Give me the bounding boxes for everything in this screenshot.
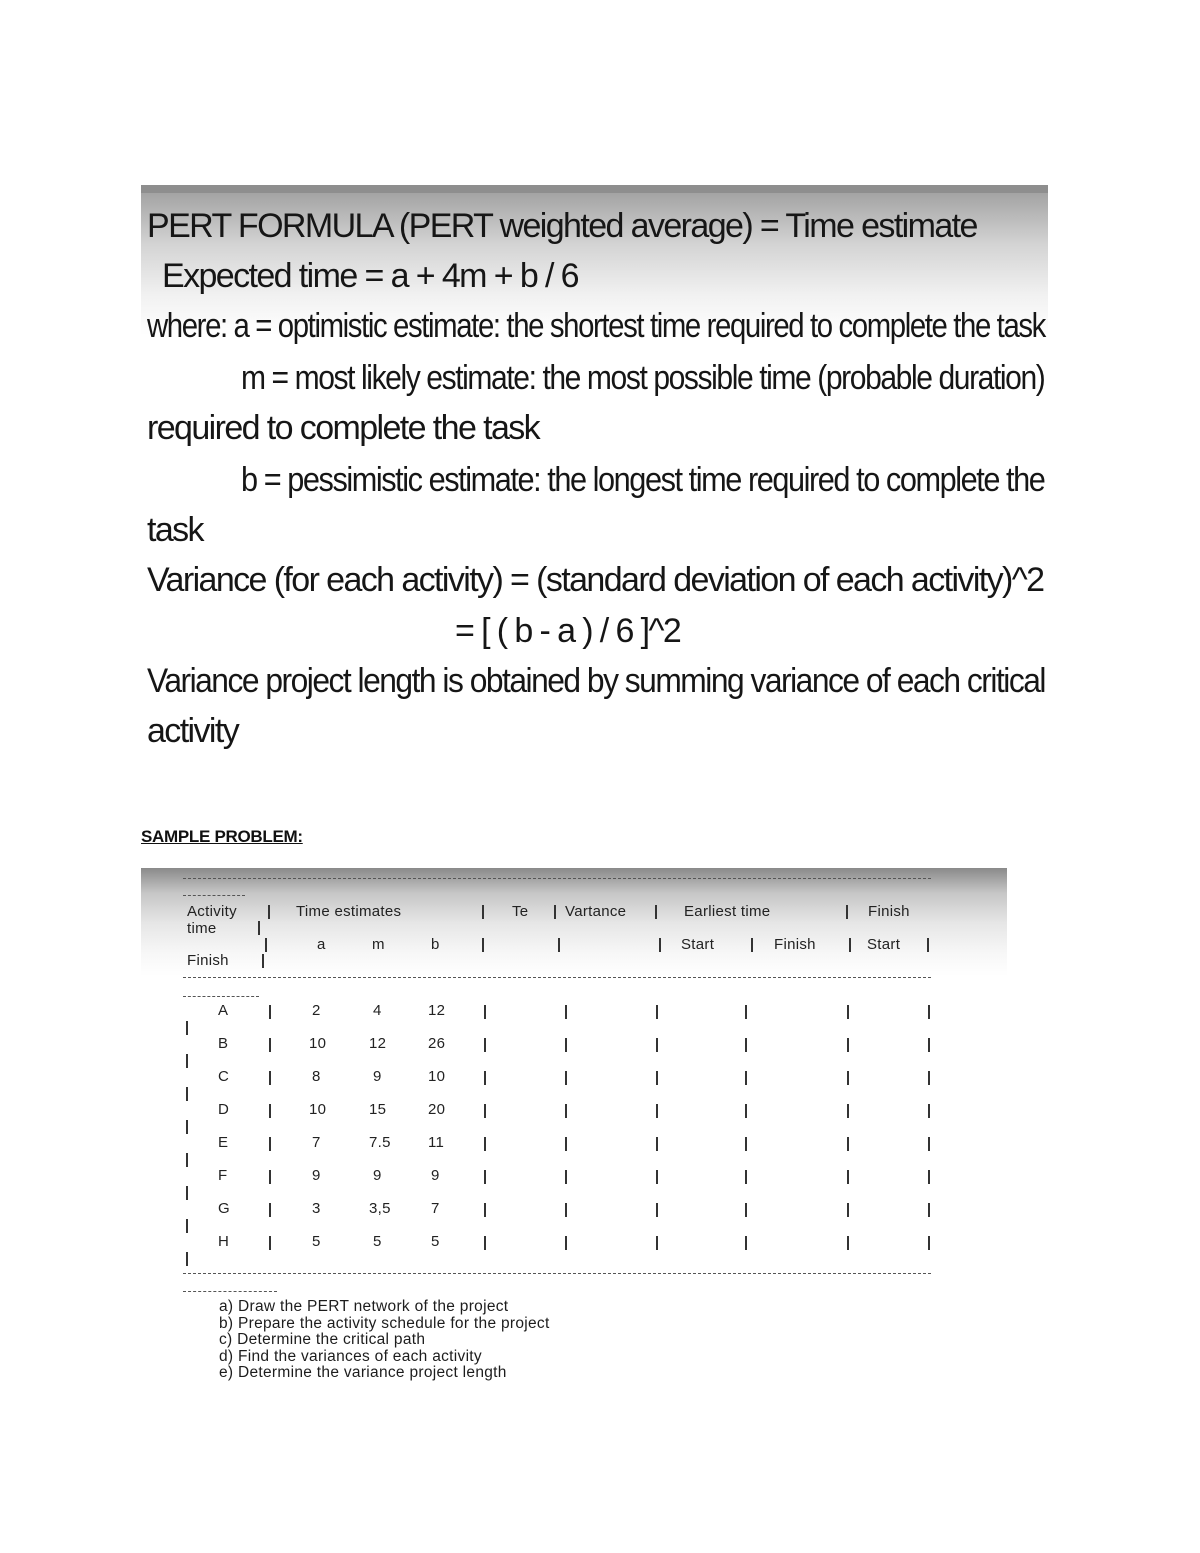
cell-activity: A xyxy=(218,1002,229,1019)
cell-a: 7 xyxy=(312,1134,321,1151)
header-b: b xyxy=(431,936,440,953)
separator xyxy=(269,1236,271,1250)
pessimistic-continuation: task xyxy=(147,511,203,549)
separator xyxy=(847,1071,849,1085)
formula-title: PERT FORMULA (PERT weighted average) = Time estimate xyxy=(147,207,977,245)
project-variance-definition: Variance project length is obtained by summing variance of each critical xyxy=(147,662,1045,700)
separator xyxy=(186,1219,188,1233)
separator xyxy=(751,938,753,952)
separator xyxy=(554,905,556,919)
separator xyxy=(269,1038,271,1052)
header-time-word: time xyxy=(187,920,217,937)
separator xyxy=(484,1071,486,1085)
cell-activity: C xyxy=(218,1068,230,1085)
separator xyxy=(269,1203,271,1217)
cell-b: 9 xyxy=(431,1167,440,1184)
separator xyxy=(265,938,267,952)
cell-b: 11 xyxy=(428,1134,445,1151)
table-bottom-rule xyxy=(183,1273,931,1274)
header-variance: Vartance xyxy=(565,903,627,920)
separator xyxy=(186,1054,188,1068)
cell-a: 3 xyxy=(312,1200,321,1217)
separator xyxy=(484,1137,486,1151)
cell-b: 10 xyxy=(428,1068,446,1085)
separator xyxy=(847,1137,849,1151)
most-likely-definition: m = most likely estimate: the most possible time (probable duration) xyxy=(241,359,1045,397)
cell-a: 9 xyxy=(312,1167,321,1184)
header-finish-left: Finish xyxy=(187,952,229,969)
separator xyxy=(484,1170,486,1184)
separator xyxy=(565,1137,567,1151)
separator xyxy=(928,1137,930,1151)
separator xyxy=(745,1170,747,1184)
separator xyxy=(656,1071,658,1085)
variance-definition: Variance (for each activity) = (standard deviation of each activity)^2 xyxy=(147,561,1044,599)
header-activity: Activity xyxy=(187,903,237,920)
question-item: c) Determine the critical path xyxy=(219,1331,426,1348)
separator xyxy=(186,1087,188,1101)
cell-b: 20 xyxy=(428,1101,446,1118)
separator xyxy=(484,1203,486,1217)
separator xyxy=(847,1170,849,1184)
separator xyxy=(656,1170,658,1184)
separator xyxy=(482,905,484,919)
header-m: m xyxy=(372,936,385,953)
cell-m: 4 xyxy=(373,1002,382,1019)
cell-m: 5 xyxy=(373,1233,382,1250)
separator xyxy=(186,1186,188,1200)
cell-b: 5 xyxy=(431,1233,440,1250)
pessimistic-definition: b = pessimistic estimate: the longest time required to complete the xyxy=(241,461,1045,499)
question-item: d) Find the variances of each activity xyxy=(219,1347,482,1365)
separator xyxy=(928,1170,930,1184)
separator xyxy=(928,1071,930,1085)
separator xyxy=(484,1005,486,1019)
cell-activity: H xyxy=(218,1233,230,1250)
separator xyxy=(847,1236,849,1250)
cell-activity: D xyxy=(218,1101,230,1118)
most-likely-continuation: required to complete the task xyxy=(147,409,540,447)
cell-a: 8 xyxy=(312,1068,321,1085)
separator xyxy=(565,1071,567,1085)
table-top-rule xyxy=(183,878,931,879)
cell-activity: G xyxy=(218,1200,230,1217)
table-bottom-rule-short xyxy=(183,1291,277,1292)
header-finish-top: Finish xyxy=(868,903,910,920)
separator xyxy=(745,1203,747,1217)
cell-activity: B xyxy=(218,1035,229,1052)
separator xyxy=(745,1104,747,1118)
header-bottom-rule xyxy=(183,977,931,978)
table-top-rule-short xyxy=(183,895,245,896)
header-earliest-time: Earliest time xyxy=(684,903,771,920)
question-item: b) Prepare the activity schedule for the project xyxy=(219,1314,550,1332)
separator xyxy=(482,938,484,952)
panel-top-border xyxy=(141,185,1048,193)
cell-b: 12 xyxy=(428,1002,446,1019)
separator xyxy=(186,1021,188,1035)
separator xyxy=(565,1038,567,1052)
separator xyxy=(928,1038,930,1052)
cell-activity: F xyxy=(218,1167,228,1184)
sample-problem-heading: SAMPLE PROBLEM: xyxy=(141,827,303,846)
separator xyxy=(847,1203,849,1217)
header-a: a xyxy=(317,936,326,953)
separator xyxy=(269,1170,271,1184)
separator xyxy=(745,1071,747,1085)
separator xyxy=(262,954,264,968)
activity-table-header-panel xyxy=(141,868,1007,976)
separator xyxy=(745,1236,747,1250)
separator xyxy=(656,1203,658,1217)
cell-m: 15 xyxy=(369,1101,387,1118)
question-item: e) Determine the variance project length xyxy=(219,1364,507,1381)
separator xyxy=(268,905,270,919)
separator xyxy=(655,905,657,919)
cell-a: 5 xyxy=(312,1233,321,1250)
cell-a: 10 xyxy=(309,1101,327,1118)
separator xyxy=(565,1104,567,1118)
separator xyxy=(558,938,560,952)
cell-b: 7 xyxy=(431,1200,440,1217)
expected-time-formula: Expected time = a + 4m + b / 6 xyxy=(162,257,578,295)
separator xyxy=(565,1236,567,1250)
separator xyxy=(269,1104,271,1118)
separator xyxy=(484,1038,486,1052)
header-start-2: Start xyxy=(867,936,901,953)
separator xyxy=(484,1104,486,1118)
header-time-estimates: Time estimates xyxy=(296,903,402,920)
cell-m: 3,5 xyxy=(369,1200,391,1217)
separator xyxy=(565,1170,567,1184)
header-te: Te xyxy=(512,903,529,920)
separator xyxy=(656,1038,658,1052)
separator xyxy=(269,1005,271,1019)
separator xyxy=(186,1252,188,1266)
cell-b: 26 xyxy=(428,1035,446,1052)
separator xyxy=(928,1236,930,1250)
separator xyxy=(928,1203,930,1217)
project-variance-continuation: activity xyxy=(147,712,239,750)
cell-m: 9 xyxy=(373,1167,382,1184)
cell-activity: E xyxy=(218,1134,229,1151)
separator xyxy=(565,1203,567,1217)
separator xyxy=(258,921,260,935)
optimistic-definition: where: a = optimistic estimate: the shortest time required to complete the task xyxy=(147,307,1045,345)
separator xyxy=(656,1137,658,1151)
separator xyxy=(745,1137,747,1151)
cell-a: 2 xyxy=(312,1002,321,1019)
separator xyxy=(659,938,661,952)
separator xyxy=(846,905,848,919)
cell-m: 9 xyxy=(373,1068,382,1085)
header-bottom-rule-short xyxy=(183,996,259,997)
cell-a: 10 xyxy=(309,1035,327,1052)
separator xyxy=(847,1104,849,1118)
question-item: a) Draw the PERT network of the project xyxy=(219,1298,509,1315)
cell-m: 12 xyxy=(369,1035,387,1052)
separator xyxy=(928,1005,930,1019)
separator xyxy=(849,938,851,952)
header-start-1: Start xyxy=(681,936,715,953)
separator xyxy=(565,1005,567,1019)
variance-formula: = [ ( b - a ) / 6 ]^2 xyxy=(455,612,681,650)
separator xyxy=(269,1071,271,1085)
header-finish-sub: Finish xyxy=(774,936,816,953)
separator xyxy=(745,1038,747,1052)
separator xyxy=(186,1153,188,1167)
separator xyxy=(186,1120,188,1134)
separator xyxy=(269,1137,271,1151)
separator xyxy=(847,1005,849,1019)
cell-m: 7.5 xyxy=(369,1134,391,1151)
separator xyxy=(656,1104,658,1118)
separator xyxy=(745,1005,747,1019)
separator xyxy=(927,938,929,952)
separator xyxy=(656,1236,658,1250)
separator xyxy=(484,1236,486,1250)
separator xyxy=(928,1104,930,1118)
separator xyxy=(656,1005,658,1019)
separator xyxy=(847,1038,849,1052)
